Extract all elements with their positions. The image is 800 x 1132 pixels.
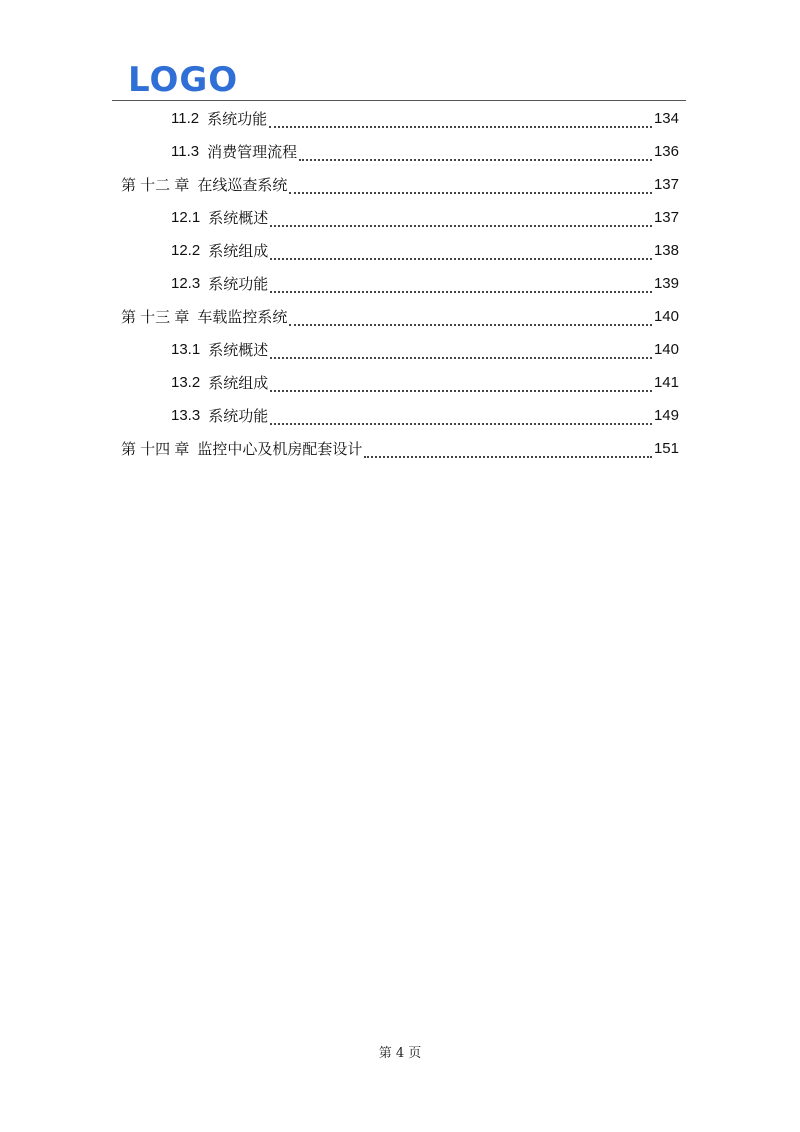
toc-entry-title: 在线巡查系统 — [197, 176, 288, 194]
toc-entry-title: 系统组成 — [208, 242, 269, 260]
toc-entry-title: 系统概述 — [208, 209, 269, 227]
toc-entry-page: 137 — [653, 175, 679, 193]
toc-entry-page: 151 — [653, 439, 679, 457]
toc-entry-number: 12.3 — [171, 274, 201, 292]
toc-entry-number: 第 十四 章 — [121, 440, 190, 458]
toc-entry-number: 13.3 — [171, 406, 201, 424]
toc-leader-dots — [269, 112, 652, 128]
toc-entry[interactable] — [171, 235, 679, 265]
toc-entry[interactable] — [171, 202, 679, 232]
toc-entry-number: 13.2 — [171, 373, 201, 391]
toc-entry-number: 11.3 — [171, 142, 200, 160]
toc-entry-title: 系统功能 — [208, 407, 269, 425]
toc-entry[interactable] — [171, 136, 679, 166]
toc-entry-title: 系统功能 — [208, 275, 269, 293]
toc-entry-page: 141 — [653, 373, 679, 391]
toc-chapter-entry[interactable] — [121, 433, 679, 463]
toc-entry[interactable] — [171, 268, 679, 298]
toc-entry-title: 系统组成 — [208, 374, 269, 392]
toc-entry-number: 第 十三 章 — [121, 308, 190, 326]
toc-entry[interactable] — [171, 400, 679, 430]
toc-leader-dots — [270, 277, 652, 293]
toc-entry-title: 系统概述 — [208, 341, 269, 359]
toc-leader-dots — [270, 376, 652, 392]
toc-entry-page: 140 — [653, 340, 679, 358]
toc-entry-number: 12.1 — [171, 208, 201, 226]
toc-entry-title: 消费管理流程 — [207, 143, 298, 161]
toc-entry-number: 第 十二 章 — [121, 176, 190, 194]
toc-entry-page: 139 — [653, 274, 679, 292]
toc-entry-page: 149 — [653, 406, 679, 424]
toc-leader-dots — [270, 409, 652, 425]
toc-leader-dots — [299, 145, 652, 161]
toc-entry-page: 134 — [653, 109, 679, 127]
page-number-footer: 第 4 页 — [378, 1046, 422, 1061]
toc-leader-dots — [364, 442, 652, 458]
toc-leader-dots — [270, 211, 652, 227]
logo: LOGO — [128, 60, 239, 100]
toc-entry-title: 系统功能 — [207, 110, 268, 128]
toc-entry[interactable] — [171, 334, 679, 364]
toc-leader-dots — [270, 343, 652, 359]
toc-entry[interactable] — [171, 103, 679, 133]
header-divider — [112, 100, 686, 101]
toc-entry-page: 138 — [653, 241, 679, 259]
toc-entry-number: 13.1 — [171, 340, 201, 358]
toc-entry-page: 140 — [653, 307, 679, 325]
toc-entry-title: 车载监控系统 — [197, 308, 288, 326]
toc-entry-page: 136 — [653, 142, 679, 160]
toc-leader-dots — [289, 310, 652, 326]
toc-chapter-entry[interactable] — [121, 169, 679, 199]
toc-entry-title: 监控中心及机房配套设计 — [197, 440, 363, 458]
toc-entry-number: 11.2 — [171, 109, 200, 127]
toc-entry[interactable] — [171, 367, 679, 397]
toc-entry-page: 137 — [653, 208, 679, 226]
toc-entry-number: 12.2 — [171, 241, 201, 259]
toc-leader-dots — [289, 178, 652, 194]
toc-leader-dots — [270, 244, 652, 260]
toc-chapter-entry[interactable] — [121, 301, 679, 331]
